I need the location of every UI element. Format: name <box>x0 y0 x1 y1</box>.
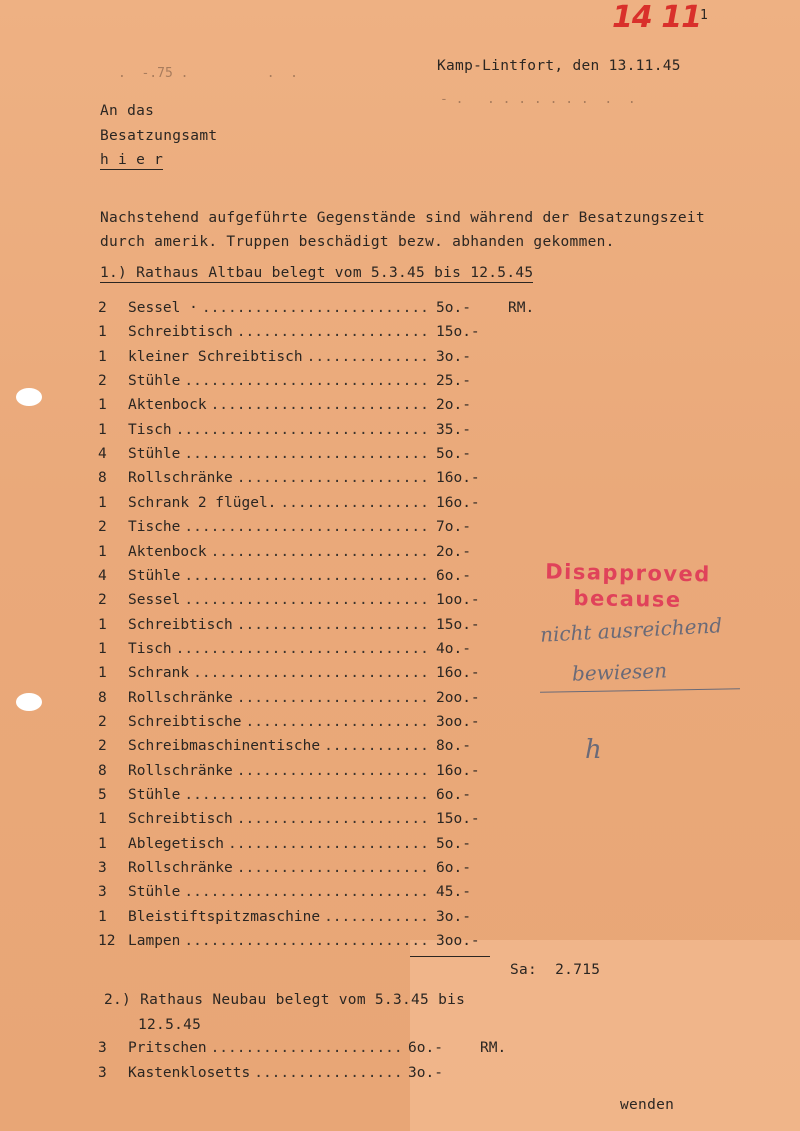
intro-line-1: Nachstehend aufgeführte Gegenstände sind während der Besatzungszeit <box>100 210 705 226</box>
item-quantity: 1 <box>98 811 107 828</box>
item-name: Schreibmaschinentische <box>128 738 321 755</box>
leader-dots: ................. <box>280 494 429 511</box>
item-amount: 16o.- <box>436 470 480 487</box>
item-amount: 16o.- <box>436 762 480 779</box>
item-quantity: 5 <box>98 787 107 803</box>
item-amount: 35.- <box>436 421 471 438</box>
leader-dots: ............................ <box>184 787 429 803</box>
item-amount: 16o.- <box>436 665 480 682</box>
item-amount: 45.- <box>436 884 471 901</box>
punch-hole-upper <box>16 388 42 406</box>
item-quantity: 3 <box>98 1064 107 1081</box>
item-amount: 2o.- <box>436 543 471 560</box>
leader-dots: ............ <box>324 738 429 755</box>
show-through-text: - . . . . . . . . . . <box>440 92 636 107</box>
item-amount: 2oo.- <box>436 689 480 706</box>
section-1-heading: 1.) Rathaus Altbau belegt vom 5.3.45 bis 12.5.45 <box>100 265 534 281</box>
leader-dots: ............................ <box>184 933 429 950</box>
item-amount: 15o.- <box>436 616 480 633</box>
item-quantity: 3 <box>98 884 107 901</box>
red-file-number: 14 11 <box>612 0 701 35</box>
item-name: Schrank 2 flügel. <box>128 494 277 511</box>
leader-dots: ............................. <box>175 640 429 657</box>
item-quantity: 3 <box>98 860 107 877</box>
item-name: Stühle <box>128 787 181 803</box>
leader-dots: ...................... <box>236 470 429 487</box>
item-quantity: 2 <box>98 713 107 730</box>
leader-dots: ............................ <box>184 884 429 901</box>
item-quantity: 2 <box>98 519 107 536</box>
item-quantity: 1 <box>98 421 107 438</box>
item-quantity: 1 <box>98 908 107 925</box>
item-quantity: 1 <box>98 616 107 633</box>
item-name: Schreibtisch <box>128 811 233 828</box>
item-quantity: 1 <box>98 835 107 852</box>
item-amount: 3oo.- <box>436 933 480 950</box>
leader-dots: ...................... <box>236 324 429 341</box>
handwritten-underline <box>540 688 740 692</box>
item-name: Bleistiftspitzmaschine <box>128 908 321 925</box>
item-amount: 1oo.- <box>436 592 480 609</box>
leader-dots: ...................... <box>236 689 429 706</box>
item-quantity: 1 <box>98 348 107 365</box>
leader-dots: ............................. <box>175 421 429 438</box>
item-name: kleiner Schreibtisch <box>128 348 303 365</box>
handwritten-initial: h <box>585 735 602 765</box>
intro-line-2: durch amerik. Truppen beschädigt bezw. abhanden gekommen. <box>100 234 615 250</box>
page-number: 1 <box>700 8 708 23</box>
leader-dots: .......................... <box>201 300 429 316</box>
section-1-sum: Sa: 2.715 <box>510 962 601 978</box>
item-name: Stühle <box>128 446 181 463</box>
show-through-text: . -.75 . . . <box>118 66 299 81</box>
leader-dots: ............................ <box>184 567 429 584</box>
item-quantity: 3 <box>98 1040 107 1056</box>
item-name: Tisch <box>128 640 172 657</box>
turn-over-note: wenden <box>620 1097 675 1113</box>
item-name: Rollschränke <box>128 470 233 487</box>
item-amount: 6o.- <box>436 567 471 584</box>
item-quantity: 4 <box>98 567 107 584</box>
item-amount: 3o.- <box>408 1064 443 1081</box>
item-name: Ablegetisch <box>128 835 225 852</box>
item-name: Schrank <box>128 665 190 682</box>
item-name: Schreibtisch <box>128 616 233 633</box>
item-name: Rollschränke <box>128 689 233 706</box>
item-name: Lampen <box>128 933 181 950</box>
item-amount: 6o.- <box>436 787 471 803</box>
stamp-line-1: Disapproved <box>545 559 712 587</box>
leader-dots: ............ <box>324 908 429 925</box>
leader-dots: ............................ <box>184 519 429 536</box>
leader-dots: ............................ <box>184 446 429 463</box>
item-quantity: 2 <box>98 373 107 390</box>
item-quantity: 1 <box>98 494 107 511</box>
leader-dots: ......................... <box>210 543 429 560</box>
currency-suffix: RM. <box>508 300 535 316</box>
item-quantity: 1 <box>98 640 107 657</box>
item-name: Sessel <box>128 592 181 609</box>
leader-dots: ................. <box>254 1064 403 1081</box>
leader-dots: ............................ <box>184 373 429 390</box>
punch-hole-lower <box>16 693 42 711</box>
item-amount: 25.- <box>436 373 471 390</box>
currency-suffix: RM. <box>480 1040 507 1056</box>
place-date: Kamp-Lintfort, den 13.11.45 <box>437 58 681 74</box>
leader-dots: ...................... <box>236 811 429 828</box>
section-2-heading-line-1: 2.) Rathaus Neubau belegt vom 5.3.45 bis <box>104 992 466 1008</box>
item-name: Aktenbock <box>128 397 207 414</box>
item-name: Kastenklosetts <box>128 1064 251 1081</box>
item-name: Aktenbock <box>128 543 207 560</box>
item-amount: 5o.- <box>436 835 471 852</box>
item-name: Schreibtisch <box>128 324 233 341</box>
item-quantity: 1 <box>98 324 107 341</box>
item-quantity: 2 <box>98 592 107 609</box>
recipient-line-3: h i e r <box>100 152 164 168</box>
item-quantity: 2 <box>98 300 107 316</box>
item-amount: 5o.- <box>436 300 471 316</box>
section-2-heading-line-2: 12.5.45 <box>138 1017 202 1033</box>
leader-dots: ......................... <box>210 397 429 414</box>
leader-dots: .............. <box>306 348 429 365</box>
item-quantity: 1 <box>98 665 107 682</box>
leader-dots: ...................... <box>236 860 429 877</box>
leader-dots: ............................ <box>184 592 429 609</box>
item-name: Pritschen <box>128 1040 207 1056</box>
item-name: Tisch <box>128 421 172 438</box>
item-amount: 4o.- <box>436 640 471 657</box>
leader-dots: ...................... <box>236 616 429 633</box>
item-amount: 6o.- <box>436 860 471 877</box>
item-amount: 6o.- <box>408 1040 443 1056</box>
recipient-line-1: An das <box>100 103 155 119</box>
item-amount: 2o.- <box>436 397 471 414</box>
item-name: Rollschränke <box>128 860 233 877</box>
item-amount: 3o.- <box>436 348 471 365</box>
item-name: Tische <box>128 519 181 536</box>
leader-dots: ...................... <box>236 762 429 779</box>
disapproved-stamp <box>545 559 712 614</box>
sum-underline <box>410 956 490 957</box>
item-quantity: 8 <box>98 470 107 487</box>
item-name: Stühle <box>128 373 181 390</box>
item-amount: 16o.- <box>436 494 480 511</box>
item-quantity: 8 <box>98 762 107 779</box>
item-amount: 3o.- <box>436 908 471 925</box>
leader-dots: ...................... <box>210 1040 403 1056</box>
item-name: Rollschränke <box>128 762 233 779</box>
item-amount: 7o.- <box>436 519 471 536</box>
leader-dots: ........................... <box>193 665 429 682</box>
handwritten-note-line-2: bewiesen <box>571 658 668 686</box>
item-amount: 3oo.- <box>436 713 480 730</box>
item-name: Schreibtische <box>128 713 242 730</box>
item-amount: 8o.- <box>436 738 471 755</box>
leader-dots: ....................... <box>228 835 429 852</box>
item-quantity: 2 <box>98 738 107 755</box>
item-name: Stühle <box>128 884 181 901</box>
item-quantity: 1 <box>98 543 107 560</box>
item-amount: 5o.- <box>436 446 471 463</box>
paper-stain <box>410 940 800 1131</box>
item-quantity: 4 <box>98 446 107 463</box>
item-quantity: 8 <box>98 689 107 706</box>
stamp-line-2: because <box>573 586 682 612</box>
item-name: Stühle <box>128 567 181 584</box>
leader-dots: ..................... <box>245 713 429 730</box>
item-amount: 15o.- <box>436 324 480 341</box>
item-quantity: 12 <box>98 933 116 950</box>
recipient-line-2: Besatzungsamt <box>100 128 218 144</box>
item-quantity: 1 <box>98 397 107 414</box>
handwritten-note-line-1: nicht ausreichend <box>539 613 723 647</box>
item-amount: 15o.- <box>436 811 480 828</box>
item-name: Sessel · <box>128 300 198 316</box>
